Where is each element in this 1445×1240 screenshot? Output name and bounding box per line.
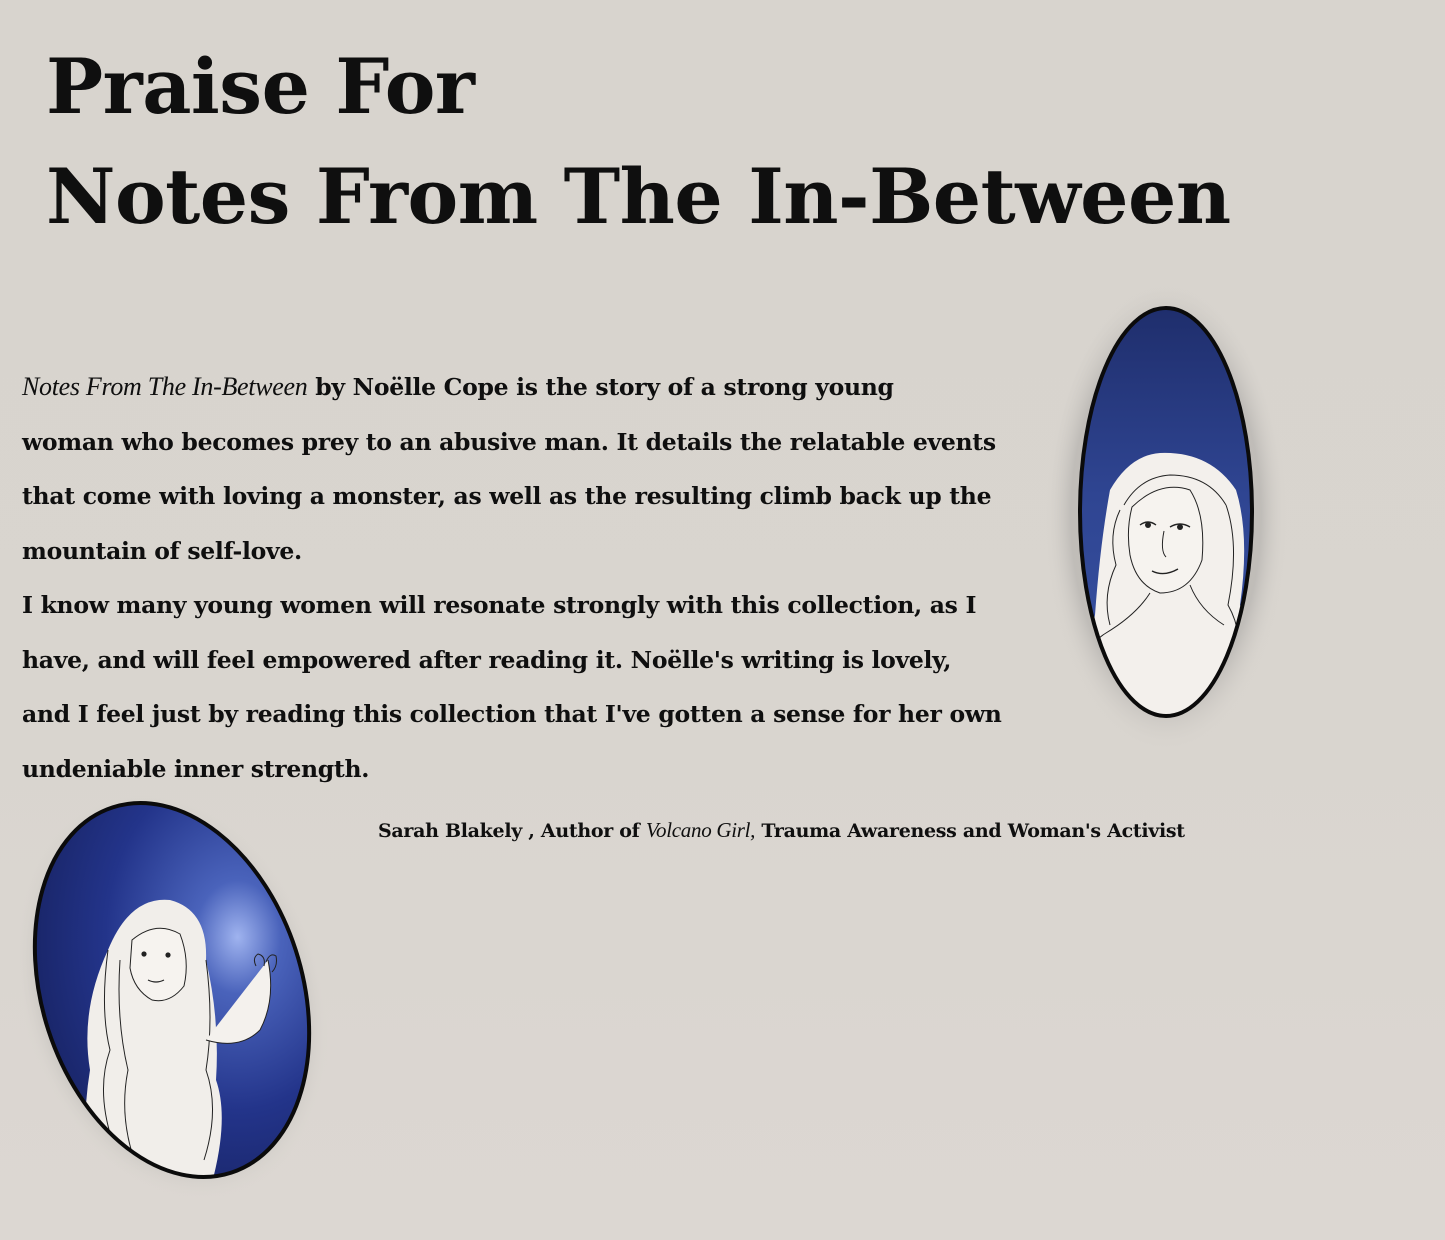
review-attribution [378, 815, 1185, 846]
title-line-2: Notes From The In-Between [46, 152, 1231, 241]
review-line: woman who becomes prey to an abusive man. It details the relatable events [22, 427, 996, 456]
page-title [46, 32, 1231, 252]
attribution-prefix: Sarah Blakely , Author of [378, 820, 646, 842]
portrait-left-svg [20, 790, 340, 1210]
review-line: have, and will feel empowered after reading it. Noëlle's writing is lovely, [22, 645, 952, 674]
woman-waving-oval-illustration [20, 790, 340, 1210]
woman-portrait-oval-illustration [1040, 275, 1295, 765]
review-text [22, 360, 1032, 796]
review-line: undeniable inner strength. [22, 754, 370, 783]
title-line-1: Praise For [46, 42, 475, 131]
attribution-suffix: Trauma Awareness and Woman's Activist [755, 820, 1185, 842]
portrait-right-svg [1040, 275, 1295, 765]
review-line [22, 360, 1032, 415]
review-line: I know many young women will resonate strongly with this collection, as I [22, 591, 977, 619]
review-line-1-rest: by Noëlle Cope is the story of a strong young [307, 373, 894, 401]
review-line: and I feel just by reading this collection that I've gotten a sense for her own [22, 700, 1002, 728]
attribution-work-italic: Volcano Girl, [645, 818, 756, 842]
review-line: that come with loving a monster, as well as the resulting climb back up the [22, 482, 992, 510]
review-line: mountain of self-love. [22, 536, 302, 565]
book-title-italic: Notes From The In-Between [22, 372, 308, 401]
